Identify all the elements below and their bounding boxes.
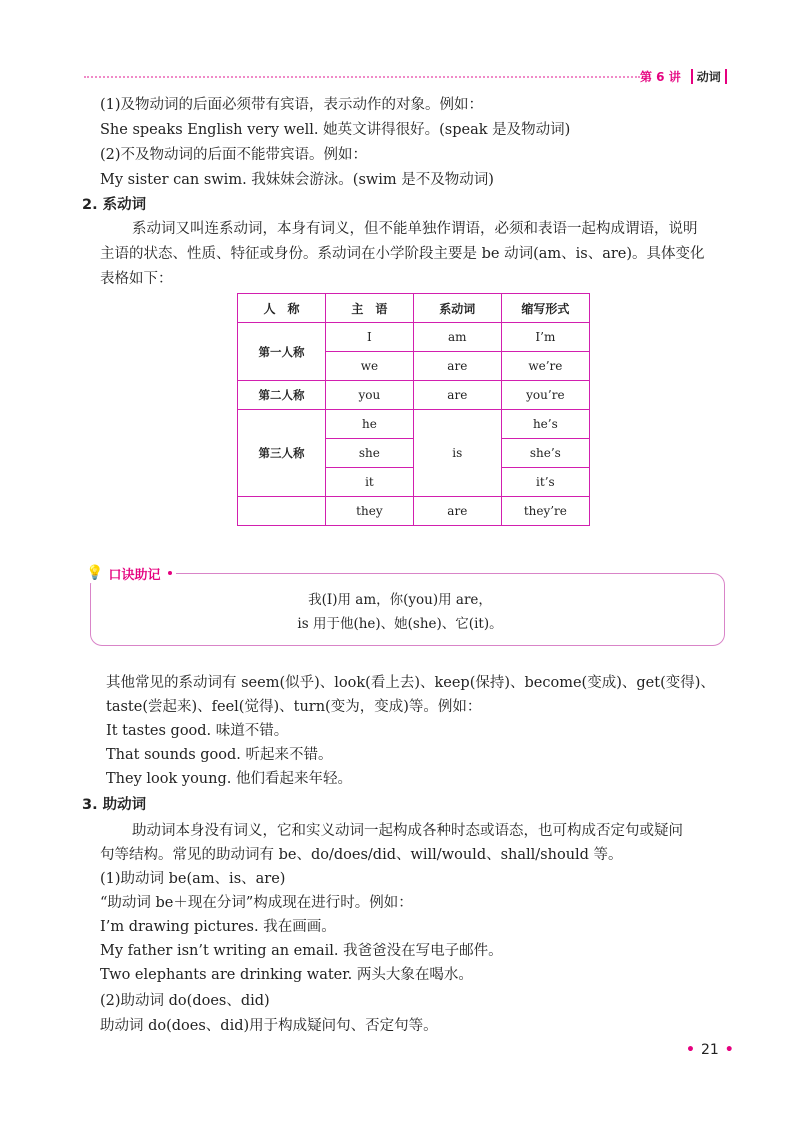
table-row [238, 410, 590, 439]
contraction-cell: it’s [501, 468, 589, 497]
example-line: Two elephants are drinking water. 两头大象在喝水。 [100, 967, 473, 983]
table-row [238, 323, 590, 352]
contraction-cell: you’re [501, 381, 589, 410]
paragraph-line: 系动词又叫连系动词，本身有词义，但不能单独作谓语，必须和表语一起构成谓语，说明 [132, 221, 698, 237]
text-line: (1)及物动词的后面必须带有宾语，表示动作的对象。例如： [100, 97, 484, 113]
paragraph-line: 其他常见的系动词有 seem(似乎)、look(看上去)、keep(保持)、become(变成)、get(变得)、 [106, 675, 715, 691]
section-heading: 3. 助动词 [82, 797, 147, 813]
dot-icon [168, 571, 172, 575]
lecture-number: 第 6 讲 [640, 69, 681, 84]
verb-cell: are [413, 497, 501, 526]
header-divider-end [725, 69, 727, 84]
verb-cell: are [413, 352, 501, 381]
subject-cell: they [325, 497, 413, 526]
contraction-cell: she’s [501, 439, 589, 468]
paragraph-line: 助动词 do(does、did)用于构成疑问句、否定句等。 [100, 1018, 438, 1034]
example-line: That sounds good. 听起来不错。 [106, 747, 333, 763]
text-line: (2)不及物动词的后面不能带宾语。例如： [100, 147, 368, 163]
column-header: 缩写形式 [501, 294, 589, 323]
subject-cell: I [325, 323, 413, 352]
contraction-cell: we’re [501, 352, 589, 381]
subheading-line: (1)助动词 be(am、is、are) [100, 871, 286, 887]
mnemonic-line: 我(I)用 am，你(you)用 are， [308, 592, 492, 608]
mnemonic-title: 口诀助记 [108, 567, 161, 583]
subject-cell: you [325, 381, 413, 410]
subject-cell: it [325, 468, 413, 497]
subject-cell: she [325, 439, 413, 468]
example-line: It tastes good. 味道不错。 [106, 723, 289, 739]
verb-cell: is [413, 410, 501, 497]
contraction-cell: he’s [501, 410, 589, 439]
paragraph-line: 主语的状态、性质、特征或身份。系动词在小学阶段主要是 be 动词(am、is、are)。具体变化 [100, 246, 705, 262]
text-line: My sister can swim. 我妹妹会游泳。(swim 是不及物动词) [100, 172, 494, 188]
column-header: 系动词 [413, 294, 501, 323]
dot-icon: • [686, 1042, 695, 1058]
verb-cell: am [413, 323, 501, 352]
verb-cell: are [413, 381, 501, 410]
dot-icon: • [724, 1042, 734, 1058]
table-row [238, 497, 590, 526]
paragraph-line: 助动词本身没有词义，它和实义动词一起构成各种时态或语态，也可构成否定句或疑问 [132, 823, 683, 839]
subject-cell: he [325, 410, 413, 439]
column-header: 主 语 [325, 294, 413, 323]
person-cell: 第二人称 [238, 381, 326, 410]
paragraph-line: “助动词 be＋现在分词”构成现在进行时。例如： [100, 895, 413, 911]
contraction-cell: they’re [501, 497, 589, 526]
page-header [640, 67, 731, 85]
paragraph-line: 表格如下： [100, 271, 173, 287]
example-line: I’m drawing pictures. 我在画画。 [100, 919, 336, 935]
lecture-topic: 动词 [696, 69, 721, 84]
paragraph-line: taste(尝起来)、feel(觉得)、turn(变为，变成)等。例如： [106, 699, 482, 715]
header-divider [691, 69, 693, 84]
column-header: 人 称 [238, 294, 326, 323]
section-heading: 2. 系动词 [82, 197, 147, 213]
be-verb-table [237, 293, 590, 526]
example-line: My father isn’t writing an email. 我爸爸没在写电子邮件。 [100, 943, 503, 959]
table-row [238, 381, 590, 410]
subheading-line: (2)助动词 do(does、did) [100, 993, 270, 1009]
example-line: They look young. 他们看起来年轻。 [106, 771, 352, 787]
text-line: She speaks English very well. 她英文讲得很好。(speak 是及物动词) [100, 122, 571, 138]
person-cell: 第三人称 [238, 410, 326, 497]
paragraph-line: 句等结构。常见的助动词有 be、do/does/did、will/would、shall/should 等。 [100, 847, 623, 863]
person-cell-empty [238, 497, 326, 526]
header-rule [84, 76, 640, 78]
person-cell: 第一人称 [238, 323, 326, 381]
subject-cell: we [325, 352, 413, 381]
lightbulb-icon: 💡 [86, 565, 104, 581]
table-header-row [238, 294, 590, 323]
page-number: • 21 • [686, 1042, 734, 1058]
contraction-cell: I’m [501, 323, 589, 352]
mnemonic-heading [82, 563, 176, 583]
mnemonic-line: is 用于他(he)、她(she)、它(it)。 [297, 616, 503, 632]
